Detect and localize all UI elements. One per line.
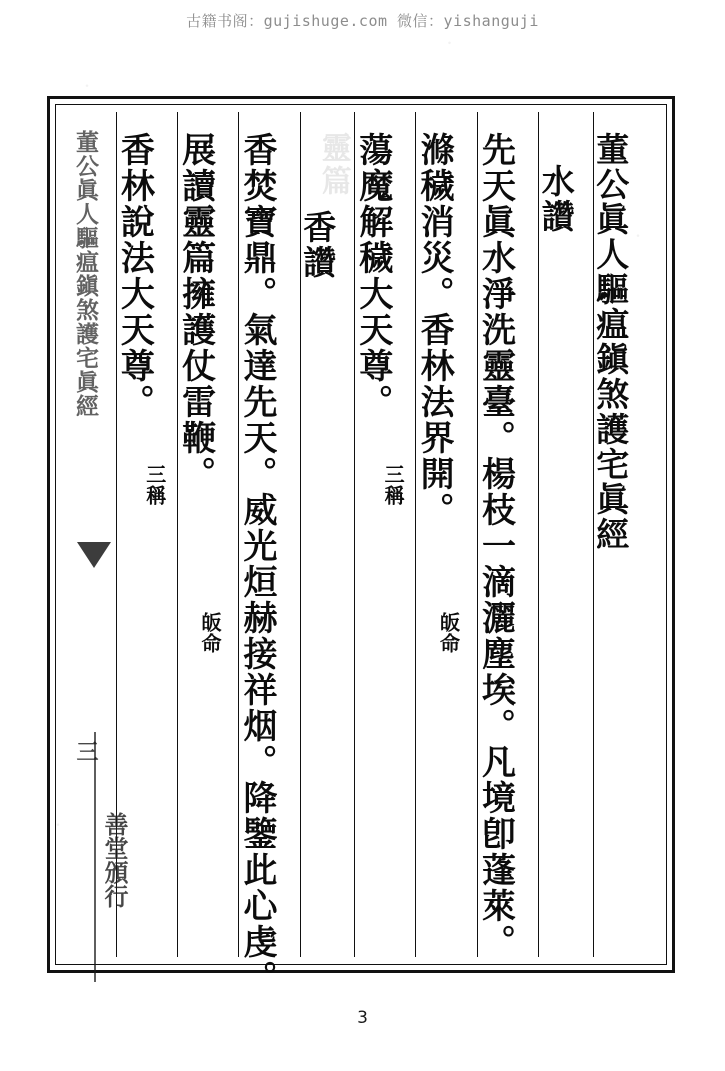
- page-frame-inner: [55, 104, 667, 996]
- page-number: 3: [357, 1008, 368, 1028]
- ghost-text-2: 靈篇: [315, 132, 351, 198]
- incense-praise-line-2-text: 展讀靈篇擁護仗雷鞭。: [175, 132, 216, 492]
- water-praise-heading-text: 水讚: [536, 164, 576, 234]
- incense-dharma-title-text: 香林說法大天尊。: [114, 132, 155, 420]
- incense-praise-heading-text: 香讚: [298, 210, 338, 280]
- incense-praise-line-1-text: 香焚寶鼎。氣達先天。威光烜赫接祥烟。降鑒此心虔。: [236, 132, 277, 996]
- column-water-praise-line-2: [415, 112, 476, 957]
- dispel-demons-title-text: 蕩魔解穢大天尊。: [352, 132, 393, 420]
- column-dispel-demons-title: [354, 112, 415, 957]
- column-incense-praise-line-1: [236, 112, 299, 996]
- dispel-demons-refrain: 三稱: [381, 464, 406, 506]
- sutra-title-text: 董公眞人驅瘟鎭煞護宅眞經: [591, 132, 631, 552]
- column-incense-praise-heading: [300, 112, 355, 957]
- site-watermark: 古籍书阁：gujishuge.com 微信：yishanguji: [186, 12, 539, 30]
- water-praise-line-2-text: 滌穢消災。香林法界開。: [414, 132, 455, 528]
- column-sutra-title: [593, 112, 659, 957]
- incense-praise-note: 皈命: [198, 612, 222, 654]
- spine-volume-text: 三: [73, 740, 100, 762]
- water-praise-line-1-text: 先天眞水淨洗靈臺。楊枝一滴灑塵埃。凡境卽蓬萊。: [475, 132, 516, 960]
- page-frame-outer: [47, 96, 675, 996]
- column-water-praise-line-1: [475, 112, 538, 960]
- spine-title-text: 董公眞人驅瘟鎭煞護宅眞經: [72, 130, 100, 418]
- column-incense-praise-line-2: [177, 112, 238, 957]
- spine-footer-text: 善堂頒行: [100, 812, 130, 908]
- ghost-text: [545, 172, 589, 205]
- spine-rule: [94, 732, 96, 982]
- fish-tail-mark: [77, 542, 111, 568]
- column-water-praise-heading: [538, 112, 593, 957]
- incense-dharma-refrain: 三稱: [142, 464, 167, 506]
- text-columns: [63, 112, 659, 996]
- column-spine: [63, 112, 130, 957]
- water-praise-note: 皈命: [436, 612, 461, 654]
